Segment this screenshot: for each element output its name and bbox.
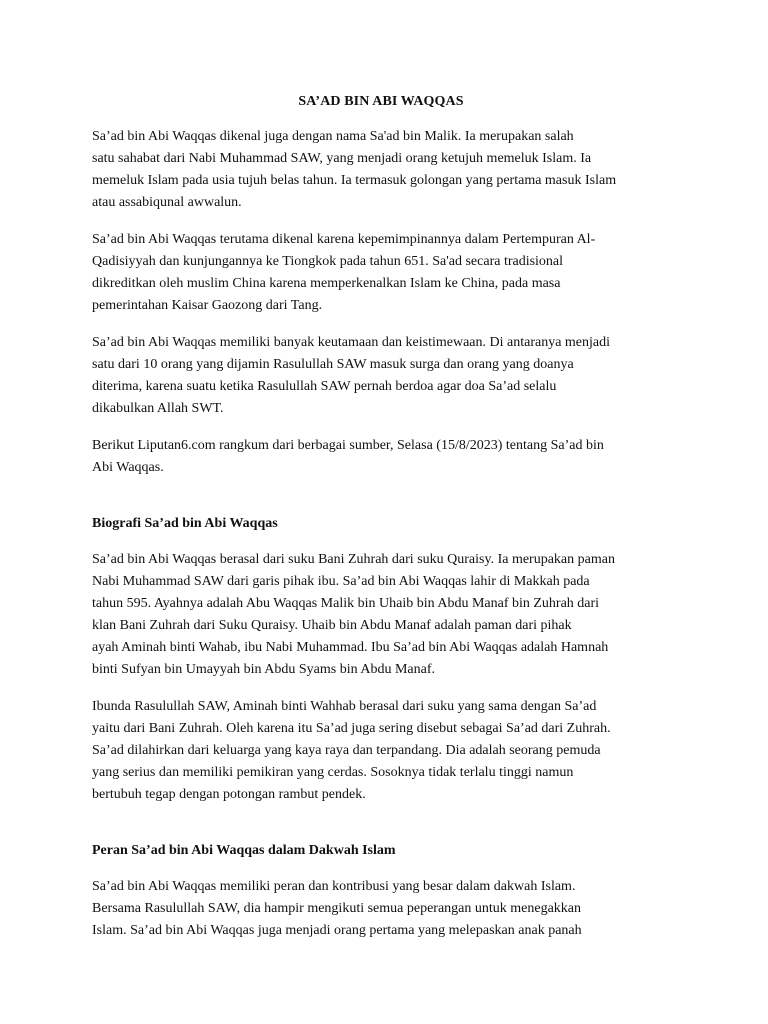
document-content — [92, 91, 670, 957]
intro-paragraph-1: Sa’ad bin Abi Waqqas dikenal juga dengan nama Sa'ad bin Malik. Ia merupakan salah satu sahabat dari Nabi Muhammad SAW, yang menjadi orang ketujuh memeluk Islam. Ia memeluk Islam pada usia tujuh belas tahun. Ia termasuk golongan yang pertama masuk Islam atau assabiqunal awwalun. — [92, 129, 617, 210]
section-heading-peran: Peran Sa’ad bin Abi Waqqas dalam Dakwah Islam — [92, 843, 396, 858]
biografi-paragraph-1: Sa’ad bin Abi Waqqas berasal dari suku Bani Zuhrah dari suku Quraisy. Ia merupakan paman Nabi Muhammad SAW dari garis pihak ibu. Sa’ad bin Abi Waqqas lahir di Makkah pada tahun 595. Ayahnya adalah Abu Waqqas Malik bin Uhaib bin Abdu Manaf bin Zuhrah dari klan Bani Zuhrah dari Suku Quraisy. Uhaib bin Abdu Manaf adalah paman dari pihak ayah Aminah binti Wahab, ibu Nabi Muhammad. Ibu Sa’ad bin Abi Waqqas adalah Hamnah binti Sufyan bin Umayyah bin Abdu Syams bin Abdu Manaf. — [92, 552, 615, 677]
biografi-paragraph-2: Ibunda Rasulullah SAW, Aminah binti Wahhab berasal dari suku yang sama dengan Sa’ad yaitu dari Bani Zuhrah. Oleh karena itu Sa’ad juga sering disebut sebagai Sa’ad dari Zuhrah. Sa’ad dilahirkan dari keluarga yang kaya raya dan terpandang. Dia adalah seorang pemuda yang serius dan memiliki pemikiran yang cerdas. Sosoknya tidak terlalu tinggi namun bertubuh tegap dengan potongan rambut pendek. — [92, 699, 611, 802]
intro-paragraph-4: Berikut Liputan6.com rangkum dari berbagai sumber, Selasa (15/8/2023) tentang Sa’ad bin Abi Waqqas. — [92, 438, 604, 475]
peran-paragraph-1: Sa’ad bin Abi Waqqas memiliki peran dan kontribusi yang besar dalam dakwah Islam. Bersama Rasulullah SAW, dia hampir mengikuti semua peperangan untuk menegakkan Islam. Sa’ad bin Abi Waqqas juga menjadi orang pertama yang melepaskan anak panah — [92, 879, 582, 938]
document-title: SA’AD BIN ABI WAQQAS — [298, 94, 464, 109]
intro-paragraph-3: Sa’ad bin Abi Waqqas memiliki banyak keutamaan dan keistimewaan. Di antaranya menjadi satu dari 10 orang yang dijamin Rasulullah SAW masuk surga dan orang yang doanya diterima, karena suatu ketika Rasulullah SAW pernah berdoa agar doa Sa’ad selalu dikabulkan Allah SWT. — [92, 335, 611, 416]
intro-paragraph-2: Sa’ad bin Abi Waqqas terutama dikenal karena kepemimpinannya dalam Pertempuran Al- Qadisiyyah dan kunjungannya ke Tiongkok pada tahun 651. Sa'ad secara tradisional dikreditkan oleh muslim China karena memperkenalkan Islam ke China, pada masa pemerintahan Kaisar Gaozong dari Tang. — [92, 232, 596, 313]
section-heading-biografi: Biografi Sa’ad bin Abi Waqqas — [92, 516, 278, 531]
